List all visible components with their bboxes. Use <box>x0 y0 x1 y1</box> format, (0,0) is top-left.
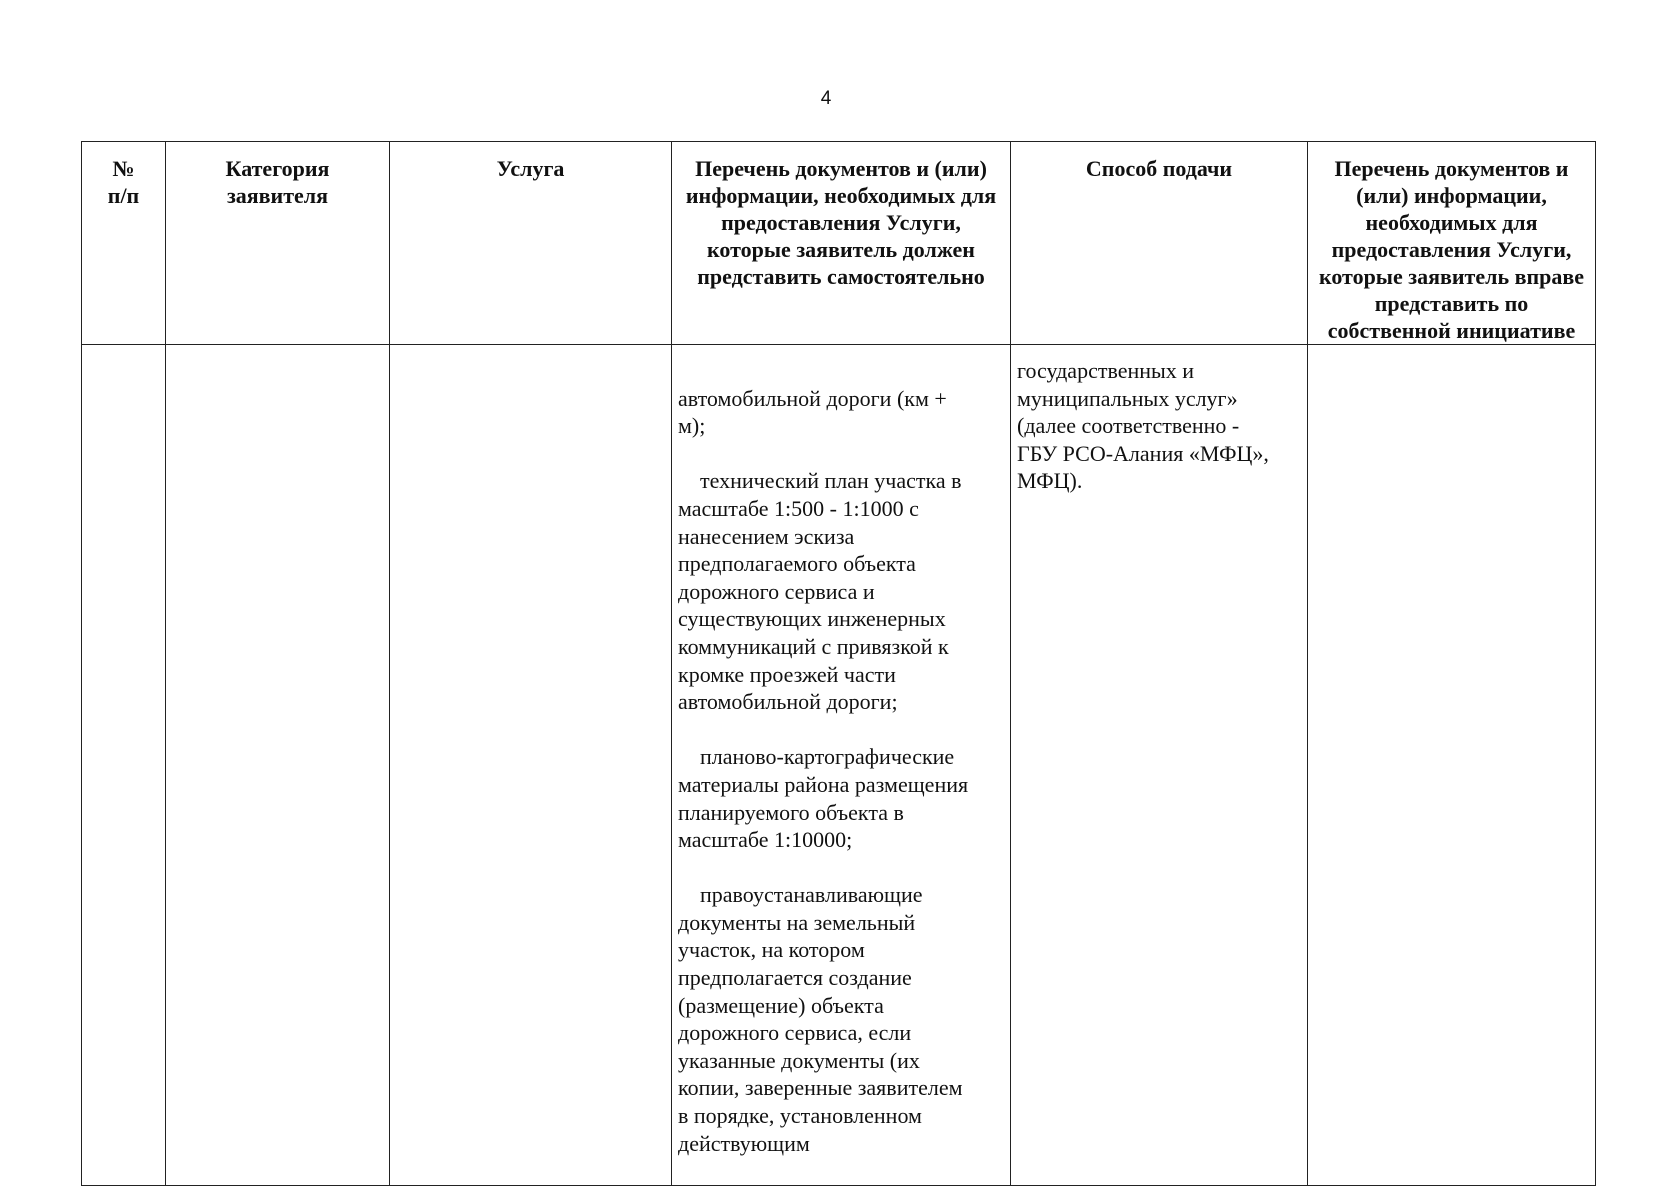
cell-service <box>390 345 672 1186</box>
services-table <box>81 141 1596 1186</box>
header-applicant-category: Категория заявителя <box>166 142 390 345</box>
header-number: № п/п <box>82 142 166 345</box>
cell-optional-documents <box>1308 345 1596 1186</box>
document-paragraph: технический план участка в масштабе 1:500 - 1:1000 с нанесением эскиза предполагаемого объекта дорожного сервиса и существующих инженерных коммуникаций с привязкой к кромке проезжей части автомобильной дороги; <box>678 468 962 715</box>
cell-applicant-category <box>166 345 390 1186</box>
document-paragraph: планово-картографические материалы района размещения планируемого объекта в масштабе 1:10000; <box>678 744 969 853</box>
cell-submission-method: государственных и муниципальных услуг» (далее соответственно - ГБУ РСО-Алания «МФЦ», МФЦ). <box>1011 345 1308 1186</box>
cell-number <box>82 345 166 1186</box>
table-row <box>82 345 1596 1186</box>
document-paragraph: автомобильной дороги (км + м); <box>678 385 947 439</box>
header-required-documents: Перечень документов и (или) информации, необходимых для предоставления Услуги, которые заявитель должен представить самостоятельно <box>672 142 1011 345</box>
cell-required-documents <box>672 345 1011 1186</box>
page-number: 4 <box>820 88 832 109</box>
document-paragraph: правоустанавливающие документы на земельный участок, на котором предполагается создание (размещение) объекта дорожного сервиса, если указанные документы (их копии, заверенные заявителем в порядке, установленном действующим <box>678 882 963 1156</box>
header-service: Услуга <box>390 142 672 345</box>
header-optional-documents: Перечень документов и (или) информации, необходимых для предоставления Услуги, которые заявитель вправе представить по собственной инициативе <box>1308 142 1596 345</box>
table-header-row <box>82 142 1596 345</box>
header-submission-method: Способ подачи <box>1011 142 1308 345</box>
